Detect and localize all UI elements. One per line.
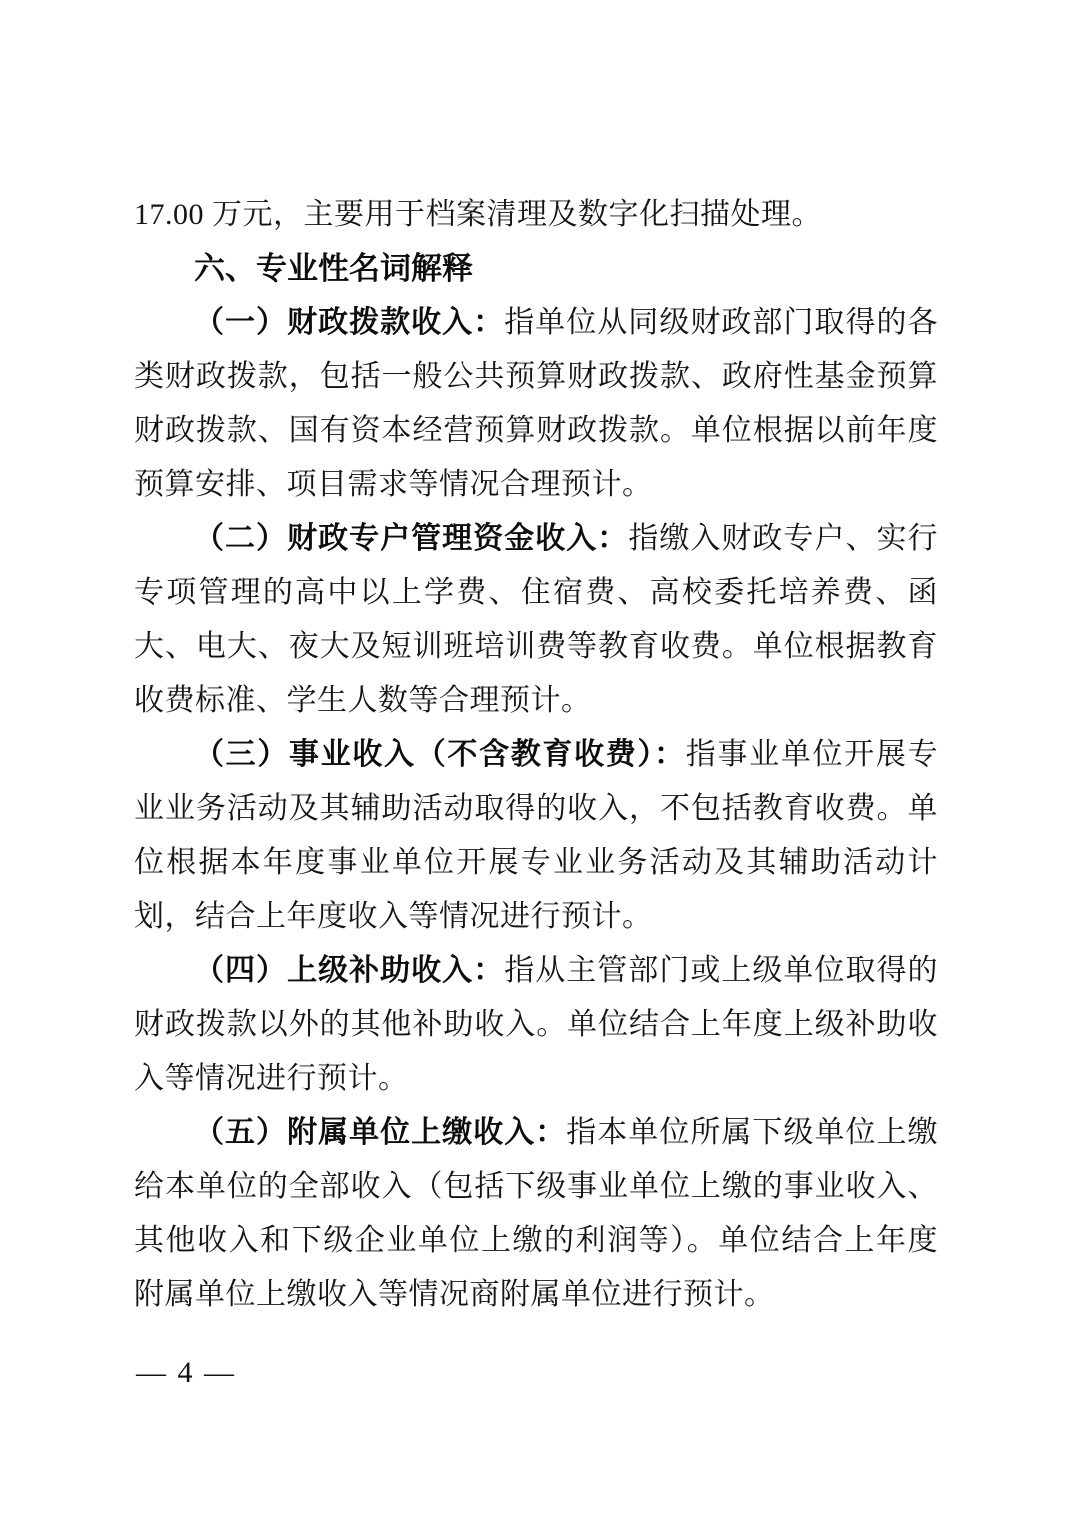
term-paragraph-2 [134,512,938,728]
term-body-4: 指从主管部门或上级单位取得的财政拨款以外的其他补助收入。单位结合上年度上级补助收入等情况进行预计。 [134,954,939,1095]
term-body-5: 指本单位所属下级单位上缴给本单位的全部收入（包括下级事业单位上缴的事业收入、其他收入和下级企业单位上缴的利润等）。单位结合上年度附属单位上缴收入等情况商附属单位进行预计。 [134,1116,939,1311]
document-body [134,188,938,1322]
term-body-3: 指事业单位开展专业业务活动及其辅助活动取得的收入，不包括教育收费。单位根据本年度事业单位开展专业业务活动及其辅助活动计划，结合上年度收入等情况进行预计。 [134,738,939,933]
page-number: — 4 — [136,1356,236,1389]
term-lead-3: （三）事业收入（不含教育收费）： [194,738,686,771]
term-paragraph-1 [134,296,938,512]
term-lead-1: （一）财政拨款收入： [194,306,505,339]
term-lead-4: （四）上级补助收入： [194,954,505,987]
term-lead-5: （五）附属单位上缴收入： [194,1116,567,1149]
term-paragraph-5 [134,1106,938,1322]
continuation-paragraph: 17.00 万元，主要用于档案清理及数字化扫描处理。 [134,198,822,231]
term-body-1: 指单位从同级财政部门取得的各类财政拨款，包括一般公共预算财政拨款、政府性基金预算财政拨款、国有资本经营预算财政拨款。单位根据以前年度预算安排、项目需求等情况合理预计。 [134,306,939,501]
term-paragraph-3 [134,728,938,944]
term-paragraph-4 [134,944,938,1106]
section-heading: 六、专业性名词解释 [194,251,473,286]
term-body-2: 指缴入财政专户、实行专项管理的高中以上学费、住宿费、高校委托培养费、函大、电大、夜大及短训班培训费等教育收费。单位根据教育收费标准、学生人数等合理预计。 [134,522,939,717]
term-lead-2: （二）财政专户管理资金收入： [194,522,629,555]
